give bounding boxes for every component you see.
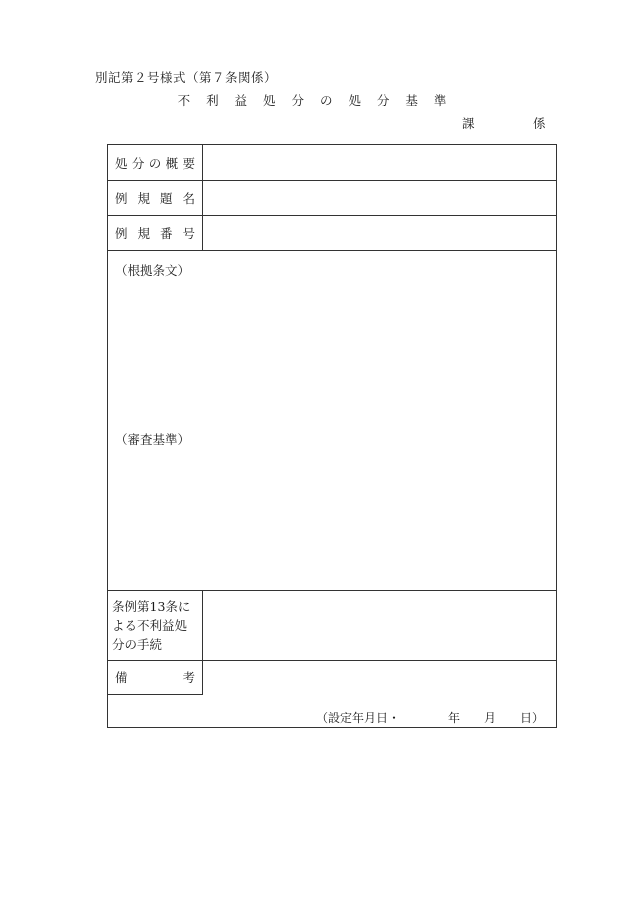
basis-article-label: （根拠条文） — [115, 263, 191, 278]
form-number-label: 別記第２号様式（第７条関係） — [95, 70, 278, 85]
label-char: 例 — [115, 225, 128, 241]
field-disposition-overview[interactable] — [203, 145, 556, 180]
label-char: 考 — [182, 670, 195, 685]
disposition-criteria-form — [107, 144, 557, 728]
label-disposition-overview — [108, 145, 203, 180]
label-char: 題 — [159, 190, 173, 206]
page-title: 不 利 益 処 分 の 処 分 基 準 — [177, 93, 453, 108]
field-remarks[interactable] — [203, 660, 556, 695]
label-char: 要 — [182, 155, 195, 171]
label-procedure — [108, 590, 203, 660]
label-remarks — [108, 660, 203, 695]
field-procedure[interactable] — [203, 590, 556, 660]
label-char: 概 — [165, 155, 179, 171]
label-char: 備 — [115, 670, 128, 685]
label-char: の — [148, 155, 162, 171]
field-regulation-title[interactable] — [203, 180, 556, 215]
review-criteria-label: （審査基準） — [115, 432, 191, 447]
established-date-text: （設定年月日・ 年 月 日） — [315, 711, 544, 725]
field-regulation-number[interactable] — [203, 215, 556, 250]
label-char: 番 — [159, 225, 173, 241]
section-unit-label: 係 — [533, 116, 546, 131]
label-regulation-number — [108, 215, 203, 250]
label-char: 名 — [182, 190, 195, 206]
label-char: 例 — [115, 190, 128, 206]
label-char: 処 — [115, 155, 128, 171]
label-regulation-title — [108, 180, 203, 215]
label-char: 規 — [137, 190, 150, 206]
label-char: 号 — [182, 225, 195, 241]
department-unit-label: 課 — [462, 116, 475, 131]
procedure-label-text: 条例第13条による不利益処分の手続 — [112, 599, 191, 652]
label-char: 規 — [137, 225, 150, 241]
label-char: 分 — [131, 155, 145, 171]
basis-and-criteria-area[interactable] — [108, 250, 556, 590]
